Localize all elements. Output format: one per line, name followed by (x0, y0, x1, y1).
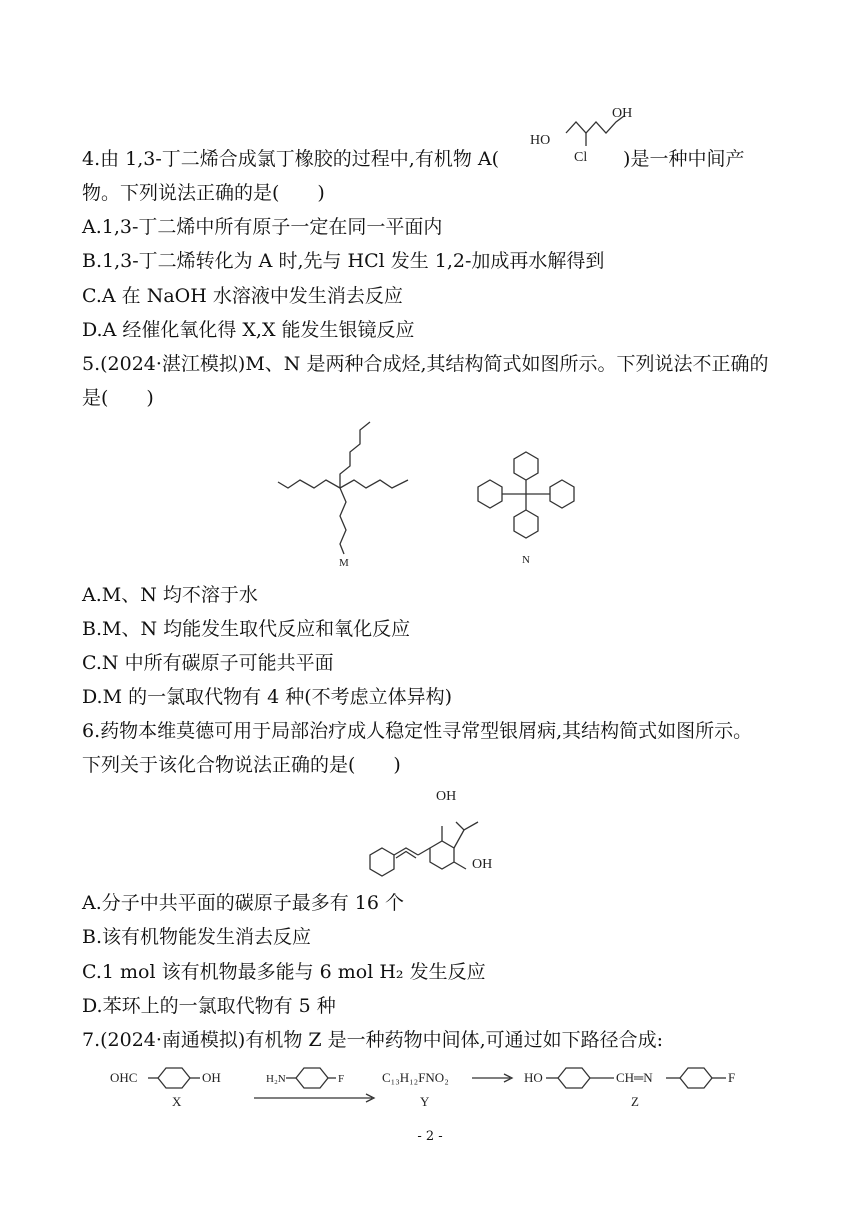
q5-option-b: B.M、N 均能发生取代反应和氧化反应 (82, 618, 411, 640)
q7-x-label: X (172, 1094, 182, 1109)
q4-option-b: B.1,3-丁二烯转化为 A 时,先与 HCl 发生 1,2-加成再水解得到 (82, 250, 605, 272)
q4-cl-label: Cl (574, 150, 588, 165)
q7-reagent-right: F (338, 1073, 345, 1085)
q5-structure-m (270, 418, 430, 570)
q5-option-c: C.N 中所有碳原子可能共平面 (82, 652, 334, 674)
q7-x-right: OH (202, 1070, 221, 1085)
q7-y-label: Y (420, 1094, 430, 1109)
q4-ho-label: HO (530, 133, 551, 148)
q6-option-d: D.苯环上的一氯取代物有 5 种 (82, 995, 336, 1017)
q5-option-d: D.M 的一氯取代物有 4 种(不考虑立体异构) (82, 686, 453, 708)
q7-z-right: F (728, 1070, 736, 1085)
q5-label-n: N (522, 554, 530, 566)
q4-oh-label: OH (612, 106, 633, 121)
q4-option-d: D.A 经催化氧化得 X,X 能发生银镜反应 (82, 319, 415, 341)
q5-stem-line1: 5.(2024·湛江模拟)M、N 是两种合成烃,其结构简式如图所示。下列说法不正确的 (82, 353, 769, 375)
q7-z-left: HO (524, 1070, 543, 1085)
q5-structure-n (466, 440, 586, 568)
q7-reagent-left: H₂N (266, 1073, 286, 1085)
q6-oh-top-label: OH (436, 789, 457, 804)
q6-stem-line2: 下列关于该化合物说法正确的是( ) (82, 754, 401, 776)
q4-stem-line2: 物。下列说法正确的是( ) (82, 182, 325, 204)
q7-x-left: OHC (110, 1070, 138, 1085)
q6-oh-bottom-label: OH (472, 857, 493, 872)
q7-synthesis-route (100, 1060, 780, 1116)
q4-stem-part1: 4.由 1,3-丁二烯合成氯丁橡胶的过程中,有机物 A( (82, 148, 500, 170)
q6-option-c: C.1 mol 该有机物最多能与 6 mol H₂ 发生反应 (82, 961, 486, 983)
q7-z-label: Z (631, 1094, 639, 1109)
q6-option-a: A.分子中共平面的碳原子最多有 16 个 (82, 892, 405, 914)
q5-option-a: A.M、N 均不溶于水 (82, 584, 258, 606)
q4-stem-part2: )是一种中间产 (623, 148, 745, 170)
page-number: - 2 - (417, 1129, 443, 1144)
q5-label-m: M (339, 557, 349, 569)
q4-option-a: A.1,3-丁二烯中所有原子一定在同一平面内 (82, 216, 443, 238)
q7-y-formula: C₁₃H₁₂FNO₂ (382, 1070, 449, 1085)
q6-stem-line1: 6.药物本维莫德可用于局部治疗成人稳定性寻常型银屑病,其结构简式如图所示。 (82, 720, 753, 742)
q6-structure-benvitimod (356, 780, 516, 888)
q4-option-c: C.A 在 NaOH 水溶液中发生消去反应 (82, 285, 403, 307)
q5-stem-line2: 是( ) (82, 387, 154, 409)
q4-structure-a (524, 98, 654, 166)
q7-z-link: CH═N (616, 1070, 653, 1085)
q6-option-b: B.该有机物能发生消去反应 (82, 926, 312, 948)
q7-stem: 7.(2024·南通模拟)有机物 Z 是一种药物中间体,可通过如下路径合成: (82, 1029, 664, 1051)
